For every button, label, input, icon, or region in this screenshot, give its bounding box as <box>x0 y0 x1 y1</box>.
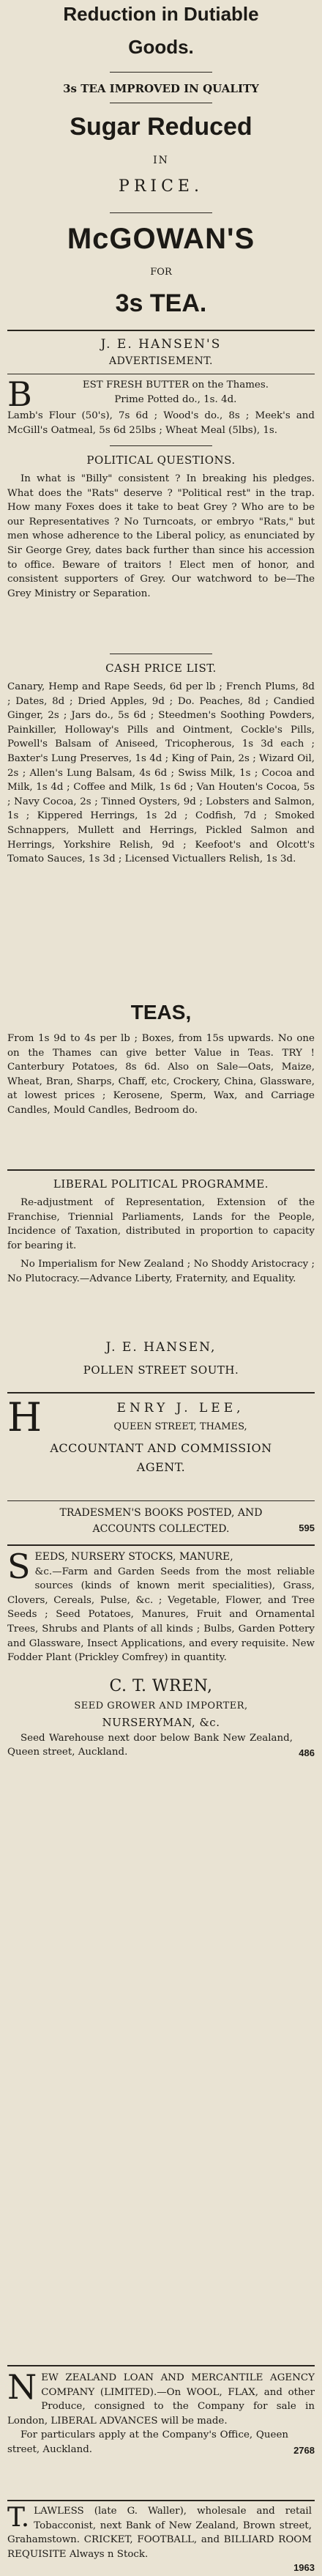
wren-name: C. T. WREN, <box>109 1676 213 1695</box>
lawless-ad <box>7 2504 315 2575</box>
hansen-name: J. E. HANSEN'S <box>100 337 222 352</box>
nzloan-dropcap: N <box>7 2367 37 2407</box>
wren-role1: SEED GROWER AND IMPORTER, <box>74 1700 248 1711</box>
lee-books <box>7 1505 315 1537</box>
reduction-ad <box>7 1 315 62</box>
divider <box>7 1500 315 1501</box>
lee-accounts-line: ACCOUNTS COLLECTED. <box>92 1523 230 1535</box>
lee-ref: 595 <box>299 1522 315 1533</box>
divider <box>110 72 212 73</box>
liberal-text1: Re-adjustment of Representation, Extension of the Franchise, Triennial Parliaments, Lands for the People, Incidence of Taxation, distributed in proportion to capacity for bearing it. <box>7 1197 315 1251</box>
wren-role2: NURSERYMAN, &c. <box>102 1715 220 1729</box>
sugar-title: Sugar Reduced <box>70 113 252 141</box>
lee-ad <box>7 1394 315 1477</box>
sugar-ad <box>7 108 315 198</box>
hansen-footer-address: POLLEN STREET SOUTH. <box>83 1363 239 1377</box>
reduction-line2: Goods. <box>128 36 194 58</box>
cash-heading: CASH PRICE LIST. <box>105 662 217 675</box>
hansen-sub: ADVERTISEMENT. <box>109 355 213 367</box>
wren-dropcap: S <box>7 1547 31 1586</box>
lee-role2: AGENT. <box>136 1460 186 1474</box>
divider <box>7 330 315 331</box>
teas-text: From 1s 9d to 4s per lb ; Boxes, from 15s upwards. No one on the Thames can give better Value in Teas. TRY ! Canterbury Potatoes, 8s 6d. Also on Sale—Oats, Maize, Wheat, Bran, Sharps, Chaff, etc, Crockery, China, Glassware, at lowest prices ; Kerosene, Sperm, Wax, and Carriage Candles, Mould Candles, Bedroom do. <box>7 1033 315 1116</box>
divider <box>7 1169 315 1171</box>
divider <box>110 445 212 446</box>
political-heading: POLITICAL QUESTIONS. <box>86 454 236 467</box>
nzloan-text: EW ZEALAND LOAN AND MERCANTILE AGENCY COMPANY (LIMITED).—On WOOL, FLAX, and other Produce, consigned to the Company for sale in London, LIBERAL ADVANCES will be made. <box>7 2372 315 2427</box>
nzloan-ref: 2768 <box>293 2444 315 2456</box>
cash-ad <box>7 659 315 867</box>
butter-ad <box>7 374 315 437</box>
mcgowan-tea: 3s TEA. <box>115 289 207 317</box>
butter-rest: Lamb's Flour (50's), 7s 6d ; Wood's do., 8s ; Meek's and McGill's Oatmeal, 5s 6d 25lbs ; Wheat Meal (5lbs), 1s. <box>7 410 315 436</box>
divider <box>7 1544 315 1546</box>
lawless-dropcap: T. <box>7 2503 30 2533</box>
political-text: In what is "Billy" consistent ? In breaking his pledges. What does the "Rats" deserve ? "Political rest" in the trap. How many Foxes does it take to beat Grey ? Who are to be our Representatives ? No Turncoats, or embryo "Rats," but men whose adherence to the Liberal policy, as enunciated by Sir George Grey, dates back further than since his accession to office. Beware of traitors ! Elect men of honor, and consistent supporters of Grey. Our watchword to be—The Grey Ministry or Separation. <box>7 473 315 599</box>
divider <box>7 2365 315 2366</box>
lee-street: QUEEN STREET, THAMES, <box>113 1421 247 1432</box>
liberal-text2: No Imperialism for New Zealand ; No Shoddy Aristocracy ; No Plutocracy.—Advance Liberty, Fraternity, and Equality. <box>7 1259 315 1284</box>
butter-second: Prime Potted do., 1s. 4d. <box>114 393 237 405</box>
lee-dropcap: H <box>7 1394 42 1440</box>
wren-text: &c.—Farm and Garden Seeds from the most reliable sources (kinds of known merit specialities), Grass, Clovers, Cereals, Pulse, &c. ; Vegetable, Flower, and Tree Seeds ; Seed Potatoes, Manures, Fruit and Ornamental Trees, Shrubs and Plants of all kinds ; Bulbs, Garden Pottery and Glassware, Insect Applications, and every requisite. New Fodder Plant (Prickley Comfrey) in quantity. <box>7 1566 315 1664</box>
tea-improved-line <box>7 81 315 97</box>
sugar-in: IN <box>153 155 169 166</box>
divider <box>7 1392 315 1394</box>
teas-heading: TEAS, <box>130 1001 192 1024</box>
wren-ad <box>7 1547 315 1760</box>
nzloan-ad <box>7 2367 315 2457</box>
cash-text: Canary, Hemp and Rape Seeds, 6d per lb ; French Plums, 8d ; Dates, 8d ; Dried Apples, 9d ; Do. Peaches, 8d ; Candied Ginger, 2s ; Jars do., 5s 6d ; Steedmen's Soothing Powders, Painkiller, Holloway's Pills and Ointment, Cockle's Pills, Powell's Balsam of Aniseed, Tricopherous, 1s 3d each ; Baxter's Lung Preserves, 1s 4d ; King of Pain, 2s ; Wizard Oil, 2s ; Allen's Lung Balsam, 4s 6d ; Swiss Milk, 1s ; Cocoa and Milk, 1s 4d ; Coffee and Milk, 1s 6d ; Van Houten's Cocoa, 5s ; Navy Cocoa, 2s ; Tinned Oysters, 9d ; Lobsters and Salmon, 1s ; Kippered Herrings, 1s 2d ; Codfish, 7d ; Smoked Schnappers, Mullett and Herrings, Pickled Salmon and Herrings, Yorkshire Relish, 9d ; Keefoot's and Olcott's Tomato Sauces, 1s 3d ; Licensed Victuallers Relish, 1s 3d. <box>7 681 315 865</box>
divider <box>7 2500 315 2501</box>
lee-name: ENRY J. LEE, <box>116 1401 244 1415</box>
nzloan-text2: For particulars apply at the Company's Office, Queen street, Auckland. <box>7 2429 288 2455</box>
lawless-ref: 1963 <box>293 2562 315 2574</box>
butter-first: EST FRESH BUTTER on the Thames. <box>82 380 269 391</box>
sugar-price: PRICE. <box>119 177 203 196</box>
mcgowan-name: McGOWAN'S <box>67 223 255 255</box>
reduction-line1: Reduction in Dutiable <box>63 3 259 25</box>
teas-ad <box>7 998 315 1118</box>
lee-books-line: TRADESMEN'S BOOKS POSTED, AND <box>59 1507 263 1519</box>
hansen-header <box>7 336 315 369</box>
lee-role1: ACCOUNTANT AND COMMISSION <box>50 1441 272 1455</box>
butter-dropcap: B <box>7 374 32 414</box>
wren-ref: 486 <box>299 1747 315 1758</box>
tea-improved-text: 3s TEA IMPROVED IN QUALITY <box>63 82 259 95</box>
wren-first: EEDS, NURSERY STOCKS, MANURE, <box>34 1551 233 1563</box>
lawless-text: LAWLESS (late G. Waller), wholesale and retail Tobacconist, next Bank of New Zealand, Brown street, Grahamstown. CRICKET, FOOTBALL, and BILLIARD ROOM REQUISITE Always n Stock. <box>7 2506 312 2560</box>
mcgowan-for: FOR <box>150 267 172 278</box>
hansen-footer <box>7 1338 315 1379</box>
liberal-ad <box>7 1175 315 1287</box>
mcgowan-ad <box>7 218 315 321</box>
hansen-footer-name: J. E. HANSEN, <box>105 1340 217 1355</box>
wren-address: Seed Warehouse next door below Bank New Zealand, Queen street, Auckland. <box>7 1732 293 1758</box>
political-ad <box>7 451 315 601</box>
liberal-heading: LIBERAL POLITICAL PROGRAMME. <box>53 1177 269 1191</box>
divider <box>110 212 212 213</box>
